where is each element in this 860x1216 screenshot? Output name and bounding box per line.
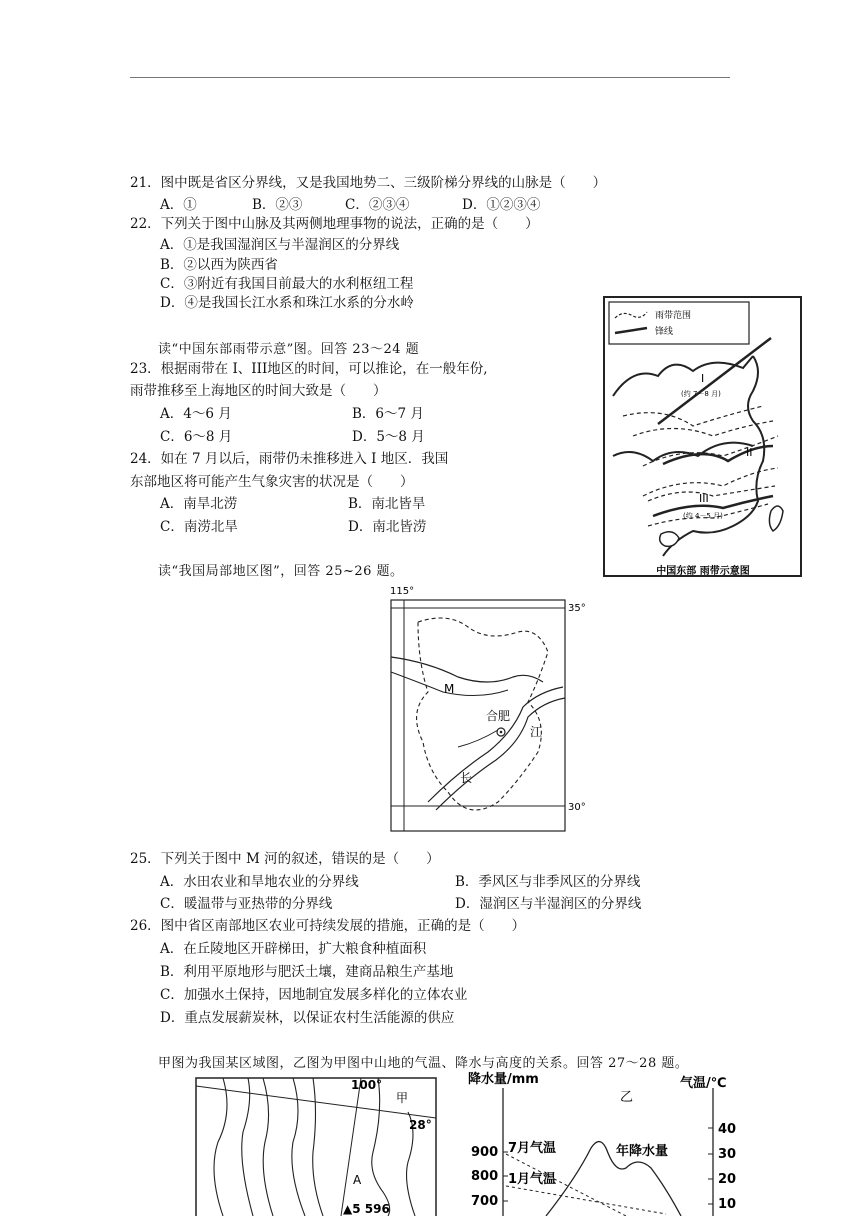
- local-map-lat-top: 35°: [568, 603, 586, 614]
- q25-option-a: A．水田农业和旱地农业的分界线: [160, 874, 359, 890]
- q25-stem: 25．下列关于图中 M 河的叙述，错误的是（ ）: [130, 851, 440, 867]
- chart-yi-jan-temp-label: 1月气温: [508, 1172, 557, 1187]
- intro-23-24: 读“中国东部雨带示意”图。回答 23～24 题: [158, 342, 420, 357]
- map-jia: [193, 1072, 443, 1216]
- local-map-label-m: M: [444, 682, 455, 696]
- q23-option-c: C．6～8 月: [160, 429, 233, 445]
- rainbelt-region1: I: [701, 372, 705, 385]
- q26-option-d: D．重点发展薪炭林，以保证农村生活能源的供应: [160, 1010, 455, 1026]
- chart-yi-right-tick-30: 30: [718, 1147, 737, 1162]
- q26-option-a: A．在丘陵地区开辟梯田，扩大粮食种植面积: [160, 941, 427, 957]
- local-map-city-hefei: 合肥: [486, 709, 511, 723]
- q22-option-c: C．③附近有我国目前最大的水利枢纽工程: [160, 276, 414, 292]
- map-jia-lon: 100°: [351, 1078, 383, 1092]
- q24-option-a: A．南旱北涝: [160, 496, 238, 512]
- q24-option-d: D．南北皆涝: [348, 519, 427, 535]
- q24-stem-line2: 东部地区将可能产生气象灾害的状况是（ ）: [130, 474, 414, 490]
- q25-option-d: D．湿润区与半湿润区的分界线: [455, 896, 642, 912]
- q26-option-c: C．加强水土保持，因地制宜发展多样化的立体农业: [160, 987, 468, 1003]
- q21-option-a: A．①: [160, 197, 197, 213]
- local-map-lon-label: 115°: [390, 586, 415, 597]
- chart-yi-left-axis-title: 降水量/mm: [468, 1072, 539, 1087]
- rainbelt-caption: 中国东部 雨带示意图: [656, 566, 750, 577]
- map-jia-lat: 28°: [409, 1118, 432, 1132]
- rainbelt-region2: II: [746, 446, 753, 459]
- chart-yi-right-axis-title: 气温/℃: [680, 1076, 727, 1091]
- hefei-city-dot: [500, 731, 503, 734]
- q22-option-a: A．①是我国湿润区与半湿润区的分界线: [160, 237, 400, 253]
- local-map: [388, 582, 594, 834]
- map-jia-point-a: A: [353, 1173, 362, 1187]
- rainbelt-legend-range: 雨带范围: [655, 311, 692, 321]
- rainbelt-legend-front: 锋线: [655, 327, 674, 337]
- chart-yi-annual-precip-label: 年降水量: [616, 1144, 669, 1159]
- rainbelt-region3-time: (约 4－5 月): [683, 512, 723, 520]
- local-map-lat-bottom: 30°: [568, 802, 586, 813]
- chart-yi-left-tick-800: 800: [471, 1169, 499, 1184]
- local-map-label-chang: 长: [460, 771, 473, 785]
- q26-option-b: B．利用平原地形与肥沃土壤，建商品粮生产基地: [160, 964, 454, 980]
- chart-yi-left-tick-900: 900: [471, 1145, 499, 1160]
- q22-option-b: B．②以西为陕西省: [160, 257, 278, 273]
- header-rule: [130, 77, 730, 78]
- chart-yi-right-ticks: [708, 1128, 713, 1204]
- chart-yi-right-tick-40: 40: [718, 1122, 737, 1137]
- q21-stem: 21．图中既是省区分界线，又是我国地势二、三级阶梯分界线的山脉是（ ）: [130, 175, 607, 191]
- q24-option-c: C．南涝北旱: [160, 519, 238, 535]
- chart-yi-july-temp-label: 7月气温: [508, 1141, 557, 1156]
- q22-option-d: D．④是我国长江水系和珠江水系的分水岭: [160, 295, 414, 311]
- intro-25-26: 读“我国局部地区图”，回答 25~26 题。: [158, 564, 404, 579]
- intro-27-28: 甲图为我国某区域图，乙图为甲图中山地的气温、降水与高度的关系。回答 27～28 题。: [158, 1056, 689, 1071]
- q23-option-d: D．5～8 月: [352, 429, 425, 445]
- local-map-label-jiang: 江: [530, 725, 543, 739]
- chart-yi-right-tick-20: 20: [718, 1172, 737, 1187]
- rainbelt-region1-time: (约 7－8 月): [681, 390, 721, 398]
- q23-option-a: A．4～6 月: [160, 406, 232, 422]
- rainbelt-map: [603, 296, 803, 578]
- chart-yi: [466, 1068, 750, 1216]
- map-jia-peak: ▲5 596: [343, 1202, 390, 1216]
- q25-option-b: B．季风区与非季风区的分界线: [455, 874, 641, 890]
- chart-yi-label: 乙: [620, 1090, 634, 1105]
- chart-yi-jan-temp-line: [506, 1186, 666, 1214]
- q22-stem: 22．下列关于图中山脉及其两侧地理事物的说法，正确的是（ ）: [130, 216, 539, 232]
- rainbelt-legend-box: [609, 302, 749, 344]
- local-map-frame: [391, 600, 565, 831]
- q26-stem: 26．图中省区南部地区农业可持续发展的措施，正确的是（ ）: [130, 918, 526, 934]
- q21-option-c: C．②③④: [345, 197, 410, 213]
- q23-option-b: B．6～7 月: [352, 406, 424, 422]
- rainbelt-region3: III: [699, 492, 709, 505]
- q23-stem-line2: 雨带推移至上海地区的时间大致是（ ）: [130, 383, 387, 399]
- q21-option-b: B．②③: [252, 197, 303, 213]
- q24-stem-line1: 24．如在 7 月以后，雨带仍未推移进入 I 地区．我国: [130, 451, 449, 467]
- chart-yi-right-tick-10: 10: [718, 1197, 737, 1212]
- q24-option-b: B．南北皆旱: [348, 496, 426, 512]
- q23-stem-line1: 23．根据雨带在 I、III地区的时间，可以推论，在一般年份,: [130, 361, 488, 377]
- q25-option-c: C．暖温带与亚热带的分界线: [160, 896, 333, 912]
- q21-option-d: D．①②③④: [462, 197, 541, 213]
- map-jia-label: 甲: [396, 1091, 409, 1105]
- chart-yi-left-tick-700: 700: [471, 1194, 499, 1209]
